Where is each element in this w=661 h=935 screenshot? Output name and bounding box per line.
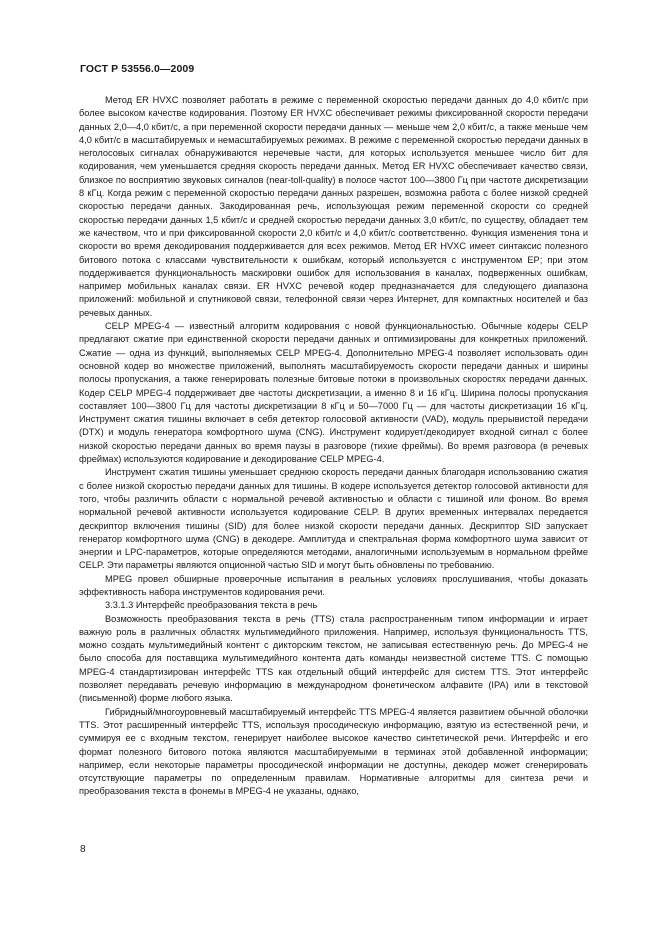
paragraph-verification-tests: MPEG провел обширные проверочные испытания в реальных условиях прослушивания, чтобы доказать эффективность набора инструментов кодирования речи. [79, 573, 588, 597]
paragraph-tts-intro: Возможность преобразования текста в речь (TTS) стала распространенным типом информации и играет важную роль в различных областях мультимедийного приложения. Например, используя функциональность TTS, можно создать мультимедийный контент с дикторским текстом, не записывая естественную речь. До MPEG-4 не было способа для поставщика мультимедийного контента дать команды неизвестной системе TTS. С помощью MPEG-4 стандартизирован интерфейс TTS как отдельный общий интерфейс для систем TTS. Этот интерфейс позволяет передавать речевую информацию в международном фонетическом алфавите (IPA) или в текстовой (письменной) форме любого языка. [79, 613, 588, 704]
paragraph-celp: CELP MPEG-4 — известный алгоритм кодирования с новой функциональностью. Обычные кодеры CELP предлагают сжатие при единственной скорости передачи данных и оптимизированы для конкретных приложений. Сжатие — одна из функций, выполняемых CELP MPEG-4. Дополнительно MPEG-4 позволяет использовать один основной кодер во множестве приложений, выполнять масштабируемость скорости передачи данных и ширины полосы пропускания, а также генерировать полезные битовые потоки в произвольных скоростях передачи данных. Кодер CELP MPEG-4 поддерживает две частоты дискретизации, а именно 8 и 16 кГц. Ширина полосы пропускания составляет 100—3800 Гц для частоты дискретизации 8 кГц и 50—7000 Гц — для частоты дискретизации 16 кГц. Инструмент сжатия тишины включает в себя детектор голосовой активности (VAD), модуль прерывистой передачи (DTX) и модуль генератора комфортного шума (CNG). Инструмент кодирует/декодирует входной сигнал с более низкой скоростью передачи данных во время паузы в разговоре (тихие фреймы). Во время разговора (в речевых фреймах) используются кодирование и декодирование CELP MPEG-4. [79, 321, 588, 465]
paragraph-hvxc: Метод ER HVXC позволяет работать в режиме с переменной скоростью передачи данных до 4,0 кбит/с при более высоком качестве кодирования. Поэтому ER HVXC обеспечивает режимы фиксированной скорости передачи данных 2,0—4,0 кбит/с, а при переменной скорости передачи данных — меньше чем 2,0 кбит/с, а также меньше чем 4,0 кбит/с в масштабируемых и немасштабируемых режимах. В режиме с переменной скоростью передачи данных в неголосовых сигналах обнаруживаются неречевые части, для которых используется меньшее число бит для кодирования, чем уменьшается средняя скорость передачи данных. Метод ER HVXC обеспечивает качество связи, близкое по восприятию звуковых сигналов (near-toll-quality) в полосе частот 100—3800 Гц при частоте дискретизации 8 кГц. Когда режим с переменной скоростью передачи данных разрешен, возможна работа с более низкой средней скоростью передачи данных. Закодированная речь, использующая режим переменной скорости со средней скоростью передачи данных 1,5 кбит/с и средней скоростью передачи данных 3,0 кбит/с, по существу, обладает тем же качеством, что и при фиксированной скорости 2,0 кбит/с и 4,0 кбит/с соответственно. Функция изменения тона и скорости во время декодирования поддерживается для всех режимов. Метод ER HVXC имеет синтаксис полезного битового потока с классами чувствительности к ошибкам, который используется с инструментом EP; при этом поддерживается функциональность маскировки ошибок для использования в каналах, подверженных ошибкам, например мобильных каналах связи. ER HVXC речевой кодер предназначается для следующего диапазона приложений: мобильной и спутниковой связи, телефонной связи через Интернет, для компактных носителей и баз речевых данных. [79, 95, 588, 318]
document-body [79, 94, 588, 799]
section-heading-tts: 3.3.1.3 Интерфейс преобразования текста в речь [105, 600, 318, 611]
paragraph-tts-hybrid: Гибридный/многоуровневый масштабируемый интерфейс TTS MPEG-4 является развитием обычной оболочки TTS. Этот расширенный интерфейс TTS, используя просодическую информацию, взятую из естественной речи, и суммируя ее с входным текстом, генерирует наиболее высокое качество синтетической речи. Интерфейс и его формат полезного битового потока являются масштабируемыми в терминах этой добавленной информации; например, если некоторые параметры просодической информации не доступны, декодер может сгенерировать отсутствующие параметры по определенным правилам. Нормативные алгоритмы для синтеза речи и преобразования текста в фонемы в MPEG-4 не указаны, однако, [79, 706, 588, 797]
document-header: ГОСТ Р 53556.0—2009 [80, 63, 195, 75]
paragraph-silence-compression: Инструмент сжатия тишины уменьшает среднюю скорость передачи данных благодаря использованию сжатия с более низкой скоростью передачи данных для тишины. В кодере используется детектор голосовой активности для того, чтобы различить области с нормальной речевой активностью и области с тишиной или фоном. Во время нормальной речевой активности используется кодирование CELP. В других временных интервалах передается дескриптор включения тишины (SID) для более низкой скорости передачи данных. Дескриптор SID запускает генератор комфортного шума (CNG) в декодере. Амплитуда и спектральная форма комфортного шума зависит от энергии и LPC-параметров, которые определяются методами, аналогичными используемым в нормальном фрейме CELP. Эти параметры являются опционной частью SID и могут быть обновлены по требованию. [79, 467, 588, 571]
page-number: 8 [80, 844, 86, 855]
